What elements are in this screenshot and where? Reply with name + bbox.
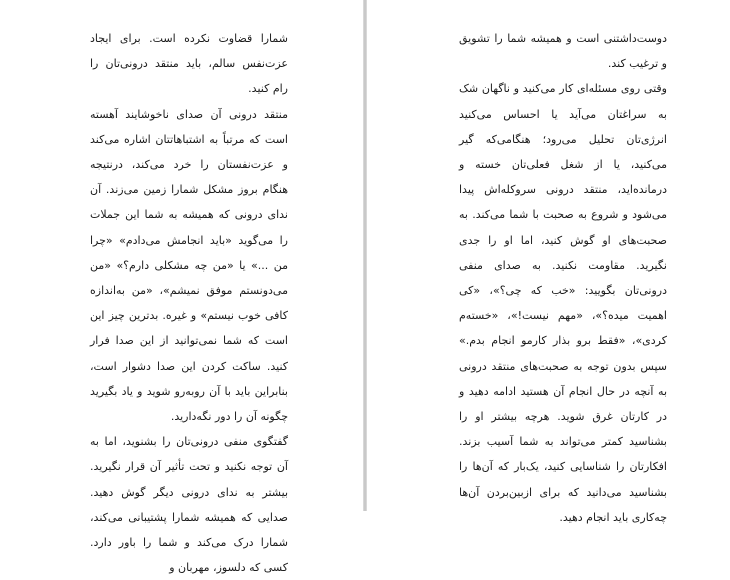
right-paragraph-1: دوست‌داشتنی است و همیشه شما را تشویق و ترغیب کند.	[459, 32, 667, 71]
right-page	[366, 0, 730, 524]
left-paragraph-3: گفتگوی منفی درونی‌تان را بشنوید، اما به آن توجه نکنید و تحت تأثیر آن قرار نگیرید. بیشتر به ندای درونی دیگر گوش دهید. صدایی که همیشه شمارا پشتیبانی می‌کند، شمارا درک می‌کند و شما را باور دارد. کسی که دلسوز، مهربان و	[90, 435, 288, 575]
left-page-text	[90, 26, 288, 580]
left-page	[0, 0, 364, 575]
right-paragraph-2: وقتی روی مسئله‌ای کار می‌کنید و ناگهان شک به سراغتان می‌آید یا احساس می‌کنید انرژی‌تان تحلیل می‌رود؛ هنگامی‌که گیر می‌کنید، یا از شغل فعلی‌تان خسته و درمانده‌اید، منتقد درونی سروکله‌اش پیدا می‌شود و شروع به صحبت با شما می‌کند. به صحبت‌های او گوش کنید، اما او را جدی نگیرید. مقاومت نکنید. به صدای منفی درونی‌تان بگویید: «خب که چی؟»، «کی اهمیت میده؟»، «مهم نیست!»، «خسته‌م کردی»، «فقط برو بذار کارمو انجام بدم.» سپس بدون توجه به صحبت‌های منتقد درونی به آنچه در حال انجام آن هستید ادامه دهید و در کارتان غرق شوید. هرچه بیشتر او را بشناسید کمتر می‌تواند به شما آسیب بزند. افکارتان را شناسایی کنید، یک‌بار که آن‌ها را بشناسید می‌دانید که برای ازبین‌بردن آن‌ها چه‌کاری باید انجام دهید.	[459, 82, 667, 524]
left-paragraph-1: شمارا قضاوت نکرده است. برای ایجاد عزت‌نفس سالم، باید منتقد درونی‌تان را رام کنید.	[90, 32, 288, 96]
right-page-text	[459, 26, 667, 530]
left-paragraph-2: منتقد درونی آن صدای ناخوشایند آهسته است که مرتباً به اشتباهاتتان اشاره می‌کند و عزت‌نفستان را خرد می‌کند، درنتیجه هنگام بروز مشکل شمارا زمین می‌زند. آن ندای درونی که همیشه به شما این جملات را می‌گوید «باید انجامش می‌دادم» «چرا من ...» یا «من چه مشکلی دارم؟» «من می‌دونستم موفق نمیشم»، «من به‌اندازه کافی خوب نیستم» و غیره. بدترین چیز این است که شما نمی‌توانید از این صدا فرار کنید. ساکت کردن این صدا دشوار است، بنابراین باید با آن روبه‌رو شوید و یاد بگیرید چگونه آن را دور نگه‌دارید.	[90, 107, 288, 424]
